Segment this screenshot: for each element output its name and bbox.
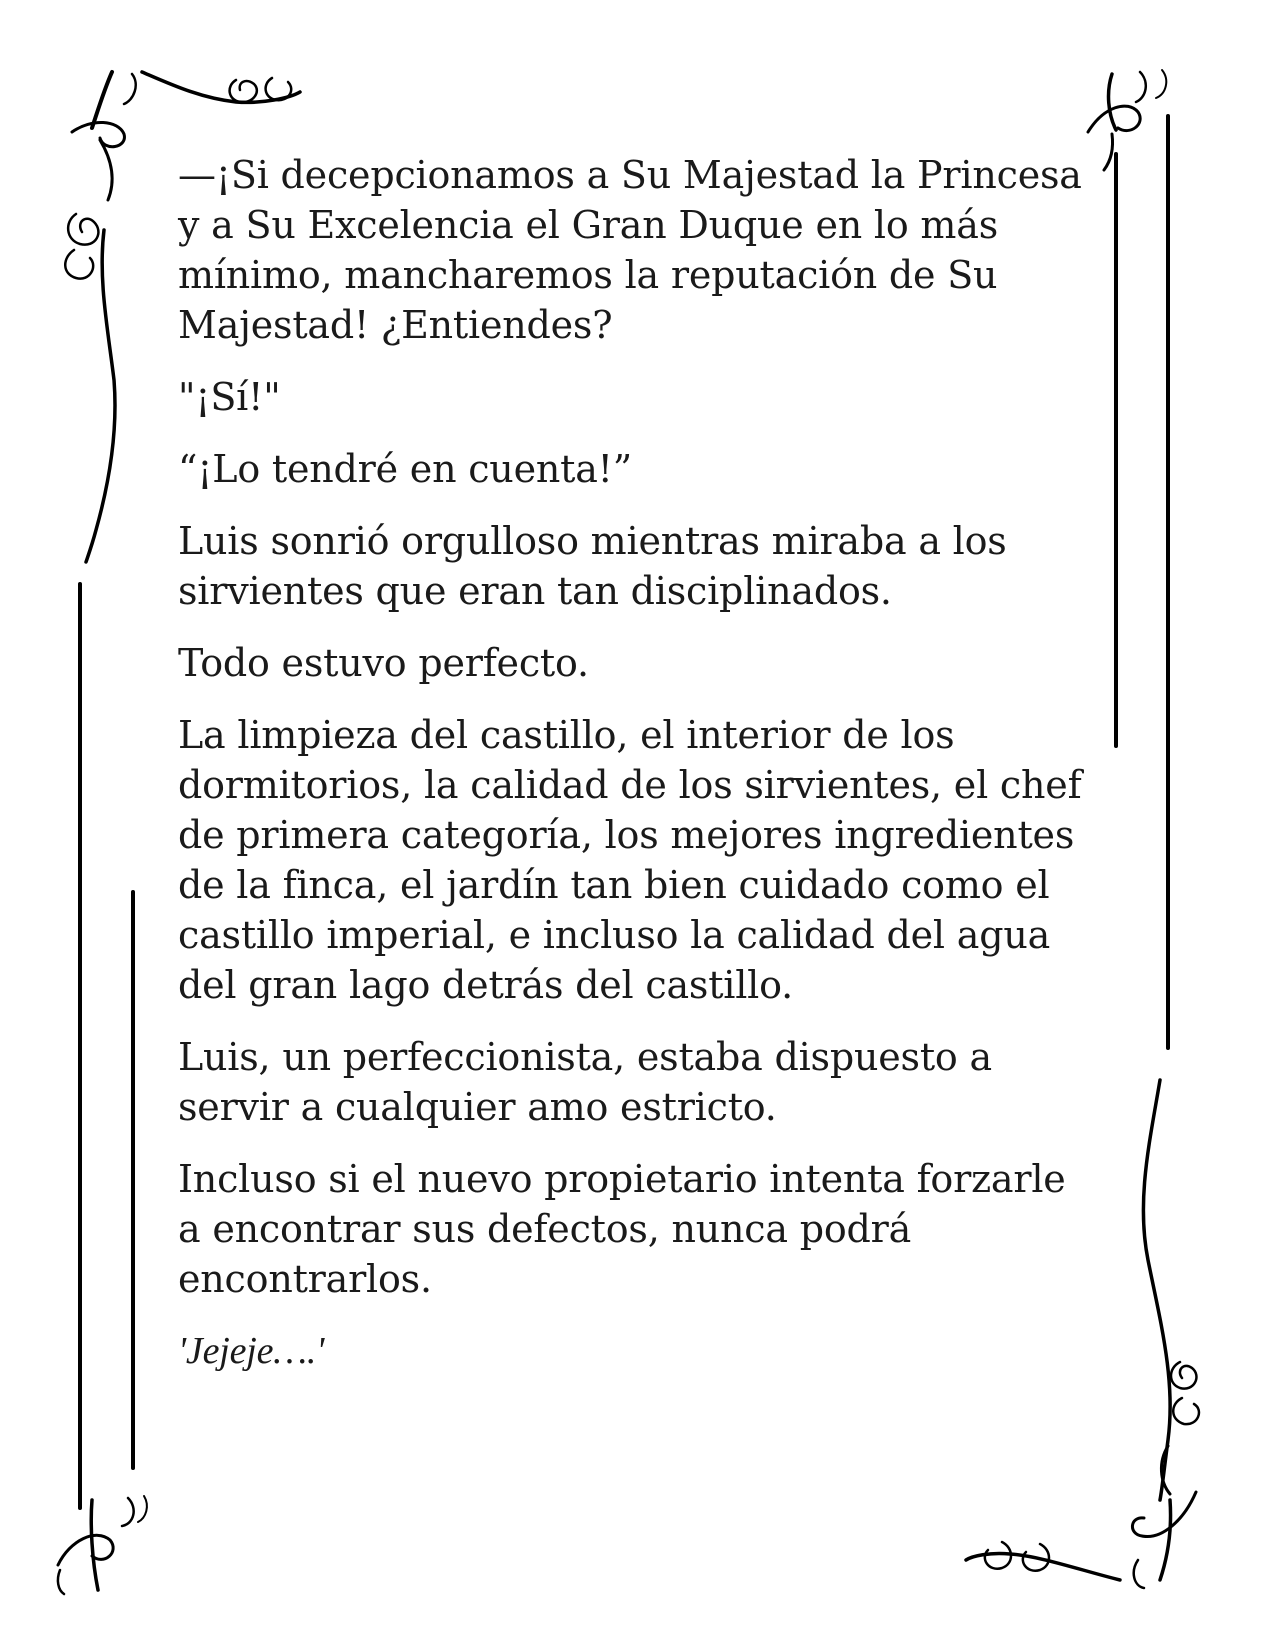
bottom-left-flourish-icon: [58, 1496, 147, 1594]
paragraph: "¡Sí!": [178, 375, 281, 419]
top-right-flourish-icon: [1088, 70, 1166, 170]
paragraph-italic: 'Jejeje….': [178, 1330, 325, 1372]
paragraph: Todo estuvo perfecto.: [178, 641, 589, 685]
paragraph: “¡Lo tendré en cuenta!”: [178, 447, 632, 491]
paragraph: Incluso si el nuevo propietario intenta forzarle a encontrar sus defectos, nunca podrá encontrarlos.: [178, 1157, 1066, 1301]
paragraph: —¡Si decepcionamos a Su Majestad la Princesa y a Su Excelencia el Gran Duque en lo más mínimo, mancharemos la reputación de Su Majestad! ¿Entiendes?: [178, 153, 1082, 347]
paragraph: La limpieza del castillo, el interior de los dormitorios, la calidad de los sirvientes, el chef de primera categoría, los mejores ingredientes de la finca, el jardín tan bien cuidado como el castillo imperial, e incluso la calidad del agua del gran lago detrás del castillo.: [178, 713, 1082, 1007]
paragraph: Luis, un perfeccionista, estaba dispuesto a servir a cualquier amo estricto.: [178, 1035, 992, 1129]
page-text-body: [178, 150, 1098, 1398]
paragraph: Luis sonrió orgulloso mientras miraba a los sirvientes que eran tan disciplinados.: [178, 519, 1007, 613]
